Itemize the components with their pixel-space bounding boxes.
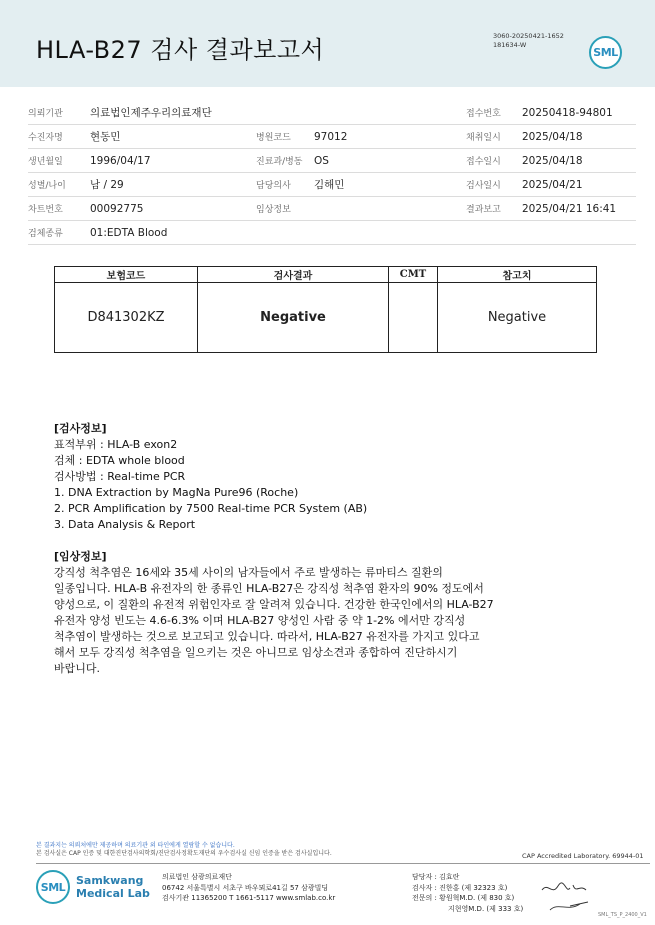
- clinical-info-section: [54, 549, 494, 677]
- chart-no-value: 00092775: [90, 197, 256, 221]
- clinical-label: 임상정보: [256, 197, 314, 221]
- info-row: [28, 197, 636, 221]
- footer-address: [162, 872, 335, 904]
- specimen-label: 검체종류: [28, 221, 90, 245]
- result-row: [55, 283, 597, 353]
- cmt-value: [389, 283, 438, 353]
- collect-date-label: 채취일시: [466, 125, 522, 149]
- document-id-line2: 181634-W: [493, 40, 527, 49]
- report-date-value: 2025/04/21 16:41: [522, 197, 636, 221]
- staff-line: 담당자 : 김효란: [412, 873, 460, 881]
- address-line: 06742 서울특별시 서초구 바우뫼로41길 57 삼광빌딩: [162, 883, 329, 892]
- staff-line: 전문의 : 황원혁M.D. (제 830 호): [412, 894, 515, 902]
- report-header: [0, 0, 655, 87]
- test-info-line: 3. Data Analysis & Report: [54, 518, 196, 531]
- birth-value: 1996/04/17: [90, 149, 256, 173]
- receipt-no-value: 20250418-94801: [522, 101, 636, 125]
- ward-code-value: 97012: [314, 125, 466, 149]
- col-header-code: 보험코드: [55, 267, 198, 283]
- signature-image: [540, 880, 590, 914]
- footer-notice: [36, 842, 332, 857]
- notice-line-2: 본 검사실은 CAP 인증 및 대한진단검사의학회/진단검사정확도재단의 우수검사실 신임 인증을 받은 검사실입니다.: [36, 849, 332, 857]
- report-title: HLA-B27 검사 결과보고서: [36, 36, 325, 64]
- chart-no-label: 차트번호: [28, 197, 90, 221]
- document-id-line1: 3060-20250421-1652: [493, 32, 564, 40]
- form-id: SML_TS_P_2400_V1: [598, 912, 647, 918]
- address-line: 검사기관 11365200 T 1661-5117 www.smlab.co.kr: [162, 894, 336, 902]
- footer-logo-text: SML: [40, 880, 66, 894]
- brand-line-2: Medical Lab: [76, 887, 150, 900]
- doctor-value: 김해민: [314, 173, 466, 197]
- doctor-label: 담당의사: [256, 173, 314, 197]
- test-date-label: 검사일시: [466, 173, 522, 197]
- sex-age-value: 남 / 29: [90, 173, 256, 197]
- info-row: [28, 221, 636, 245]
- report-date-label: 결과보고: [466, 197, 522, 221]
- specimen-value: 01:EDTA Blood: [90, 221, 636, 245]
- info-row: [28, 149, 636, 173]
- staff-line: 지현영M.D. (제 333 호): [448, 904, 524, 913]
- brand-line-1: Samkwang: [76, 874, 144, 887]
- patient-value: 현동민: [90, 125, 256, 149]
- clinical-info-line: 척추염이 발생하는 것으로 보고되고 있습니다. 따라서, HLA-B27 유전자를 가지고 있다고: [54, 630, 480, 643]
- patient-label: 수진자명: [28, 125, 90, 149]
- birth-label: 생년월일: [28, 149, 90, 173]
- clinical-info-line: 양성으로, 이 질환의 유전적 위험인자로 잘 알려져 있습니다. 건강한 한국인에서의 HLA-B27: [54, 598, 494, 611]
- sml-logo-text: SML: [593, 46, 618, 59]
- insurance-code: D841302KZ: [55, 283, 198, 353]
- result-table: [54, 266, 597, 353]
- notice-line-1: 본 결과지는 의뢰처에만 제공하며 의료기관 외 타인에게 열람할 수 없습니다.: [36, 842, 235, 849]
- col-header-reference: 참고치: [438, 267, 597, 283]
- clinical-info-line: 강직성 척추염은 16세와 35세 사이의 남자들에서 주로 발생하는 류마티스 질환의: [54, 566, 443, 579]
- clinical-info-line: 일종입니다. HLA-B 유전자의 한 종류인 HLA-B27은 강직성 척추염 환자의 90% 정도에서: [54, 582, 484, 595]
- receipt-date-value: 2025/04/18: [522, 149, 636, 173]
- sml-logo: [589, 36, 622, 69]
- footer-staff: [412, 872, 523, 914]
- institution-value: 의료법인제주우리의료재단: [90, 101, 466, 125]
- receipt-no-label: 접수번호: [466, 101, 522, 125]
- col-header-result: 검사결과: [198, 267, 389, 283]
- info-row: [28, 101, 636, 125]
- footer-sml-logo: [36, 870, 70, 904]
- info-row: [28, 125, 636, 149]
- test-result: Negative: [198, 283, 389, 353]
- ward-code-label: 병원코드: [256, 125, 314, 149]
- reference-value: Negative: [438, 283, 597, 353]
- result-header-row: [55, 267, 597, 283]
- info-row: [28, 173, 636, 197]
- footer-brand: [76, 874, 150, 900]
- clinical-info-heading: [임상정보]: [54, 550, 107, 563]
- test-info-line: 1. DNA Extraction by MagNa Pure96 (Roche): [54, 486, 299, 499]
- sex-age-label: 성별/나이: [28, 173, 90, 197]
- test-info-line: 검체 : EDTA whole blood: [54, 454, 185, 467]
- footer-divider: [36, 863, 650, 864]
- document-id: [493, 32, 564, 49]
- test-info-line: 표적부위 : HLA-B exon2: [54, 438, 178, 451]
- test-info-line: 검사방법 : Real-time PCR: [54, 470, 186, 483]
- dept-value: OS: [314, 149, 466, 173]
- clinical-value: [314, 197, 466, 221]
- receipt-date-label: 접수일시: [466, 149, 522, 173]
- col-header-cmt: CMT: [389, 267, 438, 283]
- test-info-line: 2. PCR Amplification by 7500 Real-time PCR System (AB): [54, 502, 368, 515]
- clinical-info-line: 해서 모두 강직성 척추염을 일으키는 것은 아니므로 임상소견과 종합하여 진단하시기: [54, 646, 458, 659]
- test-info-section: [54, 421, 367, 533]
- staff-line: 검사자 : 진한홍 (제 32323 호): [412, 883, 508, 892]
- test-info-heading: [검사정보]: [54, 422, 107, 435]
- clinical-info-line: 바랍니다.: [54, 662, 101, 675]
- institution-label: 의뢰기관: [28, 101, 90, 125]
- dept-label: 진료과/병동: [256, 149, 314, 173]
- collect-date-value: 2025/04/18: [522, 125, 636, 149]
- patient-info-table: [28, 101, 636, 245]
- address-line: 의료법인 삼광의료재단: [162, 873, 232, 881]
- clinical-info-line: 유전자 양성 빈도는 4.6-6.3% 이며 HLA-B27 양성인 사람 중 약 1-2% 에서만 강직성: [54, 614, 466, 627]
- test-date-value: 2025/04/21: [522, 173, 636, 197]
- cap-accreditation: CAP Accredited Laboratory. 69944-01: [522, 852, 644, 860]
